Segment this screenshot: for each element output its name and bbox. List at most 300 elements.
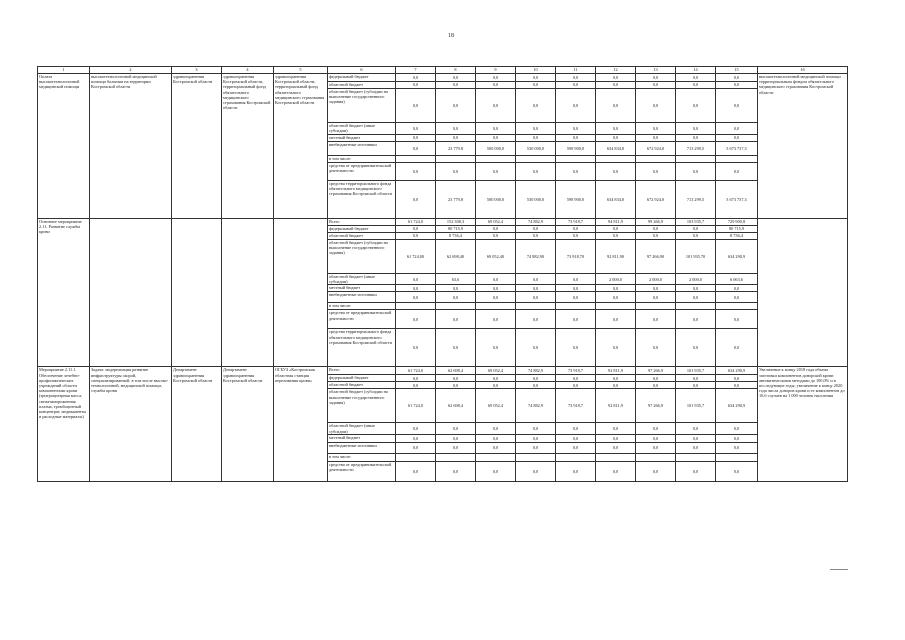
amount-cell: 0,0 xyxy=(436,329,476,367)
amount-cell: 23 779,8 xyxy=(436,142,476,156)
amount-cell: 0,0 xyxy=(516,82,556,89)
amount-cell: 0,0 xyxy=(676,123,716,135)
amount-cell: 0,0 xyxy=(436,382,476,389)
column-number-cell: 5 xyxy=(274,67,328,74)
amount-cell: 0,0 xyxy=(676,423,716,434)
amount-cell: 69 052,4 xyxy=(476,367,516,375)
section-result-cell: высокотехнологичной медицинской помощи территориальным фондом обязательного медицинского страхования Костромской области xyxy=(758,74,848,219)
amount-cell: 94 811,9 xyxy=(596,219,636,226)
amount-cell: 0,0 xyxy=(716,461,758,481)
amount-cell: 0,0 xyxy=(396,310,436,329)
amount-cell: 0,0 xyxy=(636,89,676,123)
amount-cell: 0,0 xyxy=(396,135,436,142)
section-result-cell: Увеличение к концу 2018 года объема заготовки компонентов донорской крови автоматическими методами до 100,0% и в последующие годы; увеличение к концу 2020 года числа доноров крови и ее компонентов до 10,6 случаев на 1 000 человек населения xyxy=(758,367,848,481)
table-row xyxy=(38,219,848,226)
amount-cell: 0,0 xyxy=(396,82,436,89)
amount-cell: 0,0 xyxy=(556,310,596,329)
amount-cell: 0,0 xyxy=(396,461,436,481)
amount-cell: 0,0 xyxy=(636,382,676,389)
amount-cell: 0,0 xyxy=(396,74,436,82)
amount-cell: 0,0 xyxy=(676,74,716,82)
amount-cell: 0,0 xyxy=(516,310,556,329)
scan-mark xyxy=(830,569,848,570)
amount-cell: 0,0 xyxy=(596,135,636,142)
section-c3-cell: Департамент здравоохранения Костромской области xyxy=(172,367,222,481)
amount-cell: 6 063,6 xyxy=(716,274,758,285)
amount-cell: 0,0 xyxy=(476,442,516,453)
amount-cell: 62 698,4 xyxy=(436,367,476,375)
amount-cell: 0,0 xyxy=(596,382,636,389)
column-number-cell: 6 xyxy=(328,67,396,74)
amount-cell: 0,0 xyxy=(516,423,556,434)
amount-cell: 0,0 xyxy=(596,82,636,89)
amount-cell: 0,0 xyxy=(676,461,716,481)
amount-cell: 729 900,8 xyxy=(716,219,758,226)
amount-cell: 500 000,0 xyxy=(476,142,516,156)
amount-cell: 63,6 xyxy=(436,274,476,285)
funding-source-label: областной бюджет (иные субсидии) xyxy=(328,274,396,285)
amount-cell: 0,0 xyxy=(596,74,636,82)
amount-cell: 73 918,7 xyxy=(556,367,596,375)
amount-cell: 0,0 xyxy=(396,434,436,442)
funding-source-label: областной бюджет xyxy=(328,82,396,89)
amount-cell: 0,0 xyxy=(396,382,436,389)
amount-cell xyxy=(436,156,476,163)
amount-cell: 672 924,0 xyxy=(636,181,676,219)
amount-cell: 0,0 xyxy=(436,285,476,292)
amount-cell: 61 724,00 xyxy=(396,240,436,274)
amount-cell: 0,0 xyxy=(476,123,516,135)
amount-cell: 0,0 xyxy=(476,434,516,442)
amount-cell: 73 918,7 xyxy=(556,389,596,423)
amount-cell: 0,0 xyxy=(436,461,476,481)
amount-cell: 0,0 xyxy=(396,123,436,135)
amount-cell: 0,0 xyxy=(676,434,716,442)
amount-cell xyxy=(636,453,676,461)
amount-cell: 0,0 xyxy=(636,461,676,481)
column-number-cell: 9 xyxy=(476,67,516,74)
amount-cell: 69 052,40 xyxy=(476,240,516,274)
amount-cell: 97 266,90 xyxy=(636,240,676,274)
amount-cell: 0,0 xyxy=(676,163,716,181)
amount-cell xyxy=(596,453,636,461)
amount-cell: 152 308,3 xyxy=(436,219,476,226)
amount-cell: 0,0 xyxy=(396,233,436,240)
amount-cell: 0,0 xyxy=(396,163,436,181)
amount-cell: 0,0 xyxy=(716,163,758,181)
amount-cell: 0,0 xyxy=(596,375,636,382)
amount-cell: 73 918,70 xyxy=(556,240,596,274)
amount-cell: 23 779,8 xyxy=(436,181,476,219)
amount-cell: 0,0 xyxy=(716,74,758,82)
amount-cell: 61 724,0 xyxy=(396,367,436,375)
amount-cell: 0,0 xyxy=(476,292,516,303)
amount-cell xyxy=(556,156,596,163)
amount-cell: 0,0 xyxy=(596,423,636,434)
amount-cell: 0,0 xyxy=(476,226,516,233)
funding-source-label: областной бюджет (субсидии на выполнение государственного задания) xyxy=(328,240,396,274)
amount-cell: 0,0 xyxy=(636,123,676,135)
amount-cell: 0,0 xyxy=(476,382,516,389)
amount-cell: 69 052,4 xyxy=(476,219,516,226)
amount-cell: 0,0 xyxy=(676,135,716,142)
amount-cell: 0,0 xyxy=(716,285,758,292)
amount-cell: 0,0 xyxy=(396,442,436,453)
amount-cell xyxy=(596,156,636,163)
amount-cell: 0,0 xyxy=(556,233,596,240)
amount-cell: 0,0 xyxy=(476,74,516,82)
funding-source-label: местный бюджет xyxy=(328,285,396,292)
funding-source-label: в том числе: xyxy=(328,303,396,310)
amount-cell: 0,0 xyxy=(636,310,676,329)
funding-source-label: федеральный бюджет xyxy=(328,74,396,82)
amount-cell xyxy=(716,156,758,163)
amount-cell: 0,0 xyxy=(676,375,716,382)
amount-cell: 0,0 xyxy=(556,442,596,453)
amount-cell: 0,0 xyxy=(636,135,676,142)
amount-cell: 713 299,5 xyxy=(676,142,716,156)
amount-cell: 0,0 xyxy=(556,382,596,389)
amount-cell: 0,0 xyxy=(436,292,476,303)
amount-cell: 101 935,7 xyxy=(676,367,716,375)
amount-cell: 0,0 xyxy=(476,285,516,292)
amount-cell: 0,0 xyxy=(556,329,596,367)
amount-cell: 62 698,4 xyxy=(436,389,476,423)
amount-cell: 0,0 xyxy=(716,89,758,123)
funding-source-label: областной бюджет xyxy=(328,233,396,240)
amount-cell: 0,0 xyxy=(516,163,556,181)
amount-cell: 0,0 xyxy=(676,226,716,233)
amount-cell: 0,0 xyxy=(436,442,476,453)
amount-cell: 0,0 xyxy=(596,329,636,367)
amount-cell xyxy=(516,156,556,163)
amount-cell: 0,0 xyxy=(436,82,476,89)
column-number-cell: 3 xyxy=(172,67,222,74)
amount-cell: 0,0 xyxy=(676,329,716,367)
funding-source-label: средства территориального фонда обязательного медицинского страхования Костромской области xyxy=(328,181,396,219)
amount-cell: 0,0 xyxy=(556,292,596,303)
funding-source-label: Всего xyxy=(328,219,396,226)
column-number-cell: 4 xyxy=(222,67,274,74)
amount-cell: 0,0 xyxy=(396,181,436,219)
funding-source-label: областной бюджет (иные субсидии) xyxy=(328,123,396,135)
amount-cell: 0,0 xyxy=(396,423,436,434)
amount-cell: 3 673 737,3 xyxy=(716,142,758,156)
amount-cell: 500 000,0 xyxy=(476,181,516,219)
amount-cell: 0,0 xyxy=(636,329,676,367)
budget-table xyxy=(37,66,848,482)
amount-cell: 0,0 xyxy=(716,310,758,329)
amount-cell: 0,0 xyxy=(396,89,436,123)
funding-source-label: средства от предпринимательской деятельности xyxy=(328,461,396,481)
amount-cell xyxy=(476,156,516,163)
amount-cell: 74 882,9 xyxy=(516,367,556,375)
amount-cell: 0,0 xyxy=(596,442,636,453)
amount-cell: 0,0 xyxy=(556,285,596,292)
amount-cell: 92 811,90 xyxy=(596,240,636,274)
column-number-cell: 7 xyxy=(396,67,436,74)
amount-cell: 8 736,4 xyxy=(716,233,758,240)
amount-cell: 0,0 xyxy=(476,274,516,285)
page-number: 18 xyxy=(448,33,454,39)
section-c2-cell: Задача: модернизация развитие инфраструктуры скорой, специализированной, в том числе высоко-технологичной, медицинской помощи, службы крови xyxy=(90,367,172,481)
amount-cell: 2 000,0 xyxy=(596,274,636,285)
amount-cell: 0,0 xyxy=(596,285,636,292)
amount-cell: 0,0 xyxy=(436,423,476,434)
funding-source-label: в том числе: xyxy=(328,453,396,461)
amount-cell: 0,0 xyxy=(436,89,476,123)
amount-cell: 0,0 xyxy=(436,375,476,382)
amount-cell: 0,0 xyxy=(436,434,476,442)
amount-cell: 74 882,90 xyxy=(516,240,556,274)
amount-cell xyxy=(396,156,436,163)
amount-cell: 0,0 xyxy=(396,329,436,367)
column-number-cell: 16 xyxy=(758,67,848,74)
amount-cell: 0,0 xyxy=(676,233,716,240)
amount-cell: 0,0 xyxy=(676,310,716,329)
amount-cell: 97 266,9 xyxy=(636,389,676,423)
amount-cell: 634 290,9 xyxy=(716,367,758,375)
amount-cell: 0,0 xyxy=(516,285,556,292)
amount-cell: 61 724,0 xyxy=(396,219,436,226)
section-c1-cell: Оплата высокотехнологичной медицинской помощи xyxy=(38,74,90,219)
amount-cell: 0,0 xyxy=(476,135,516,142)
amount-cell: 672 924,0 xyxy=(636,142,676,156)
column-number-cell: 12 xyxy=(596,67,636,74)
funding-source-label: средства от предпринимательской деятельности xyxy=(328,163,396,181)
section-c4-cell: здравоохранения Костромской области, территориальный фонд обязательного медицинского страхования Костромской области xyxy=(222,74,274,219)
funding-source-label: областной бюджет (субсидии на выполнение государственного задания) xyxy=(328,389,396,423)
amount-cell: 0,0 xyxy=(716,123,758,135)
amount-cell: 0,0 xyxy=(716,375,758,382)
amount-cell: 101 935,7 xyxy=(676,389,716,423)
amount-cell: 0,0 xyxy=(676,442,716,453)
amount-cell: 0,0 xyxy=(556,74,596,82)
amount-cell: 0,0 xyxy=(516,292,556,303)
amount-cell: 0,0 xyxy=(436,135,476,142)
column-number-cell: 8 xyxy=(436,67,476,74)
amount-cell: 0,0 xyxy=(396,285,436,292)
amount-cell: 0,0 xyxy=(596,434,636,442)
funding-source-label: Всего xyxy=(328,367,396,375)
amount-cell xyxy=(676,156,716,163)
amount-cell xyxy=(716,453,758,461)
amount-cell: 69 052,4 xyxy=(476,389,516,423)
amount-cell: 0,0 xyxy=(556,123,596,135)
amount-cell xyxy=(596,303,636,310)
amount-cell: 0,0 xyxy=(556,423,596,434)
funding-source-label: внебюджетные источники xyxy=(328,442,396,453)
amount-cell: 0,0 xyxy=(516,329,556,367)
amount-cell: 0,0 xyxy=(516,434,556,442)
amount-cell xyxy=(516,303,556,310)
amount-cell: 0,0 xyxy=(676,285,716,292)
amount-cell: 0,0 xyxy=(516,442,556,453)
amount-cell: 634 834,0 xyxy=(596,181,636,219)
amount-cell: 92 811,9 xyxy=(596,367,636,375)
amount-cell: 0,0 xyxy=(476,163,516,181)
table-row xyxy=(38,74,848,82)
amount-cell: 99 266,9 xyxy=(636,219,676,226)
column-number-cell: 10 xyxy=(516,67,556,74)
amount-cell: 0,0 xyxy=(676,292,716,303)
amount-cell: 0,0 xyxy=(516,382,556,389)
amount-cell: 0,0 xyxy=(556,163,596,181)
amount-cell: 0,0 xyxy=(516,375,556,382)
amount-cell xyxy=(516,453,556,461)
amount-cell xyxy=(476,453,516,461)
column-number-cell: 15 xyxy=(716,67,758,74)
amount-cell: 0,0 xyxy=(396,292,436,303)
amount-cell: 0,0 xyxy=(516,226,556,233)
column-number-cell: 14 xyxy=(676,67,716,74)
amount-cell: 0,0 xyxy=(636,226,676,233)
amount-cell: 0,0 xyxy=(476,423,516,434)
amount-cell: 61 724,0 xyxy=(396,389,436,423)
amount-cell: 0,0 xyxy=(516,89,556,123)
amount-cell: 530 000,0 xyxy=(516,181,556,219)
column-number-cell: 11 xyxy=(556,67,596,74)
amount-cell: 0,0 xyxy=(556,82,596,89)
amount-cell xyxy=(556,453,596,461)
amount-cell: 80 715,9 xyxy=(716,226,758,233)
amount-cell: 0,0 xyxy=(716,135,758,142)
amount-cell: 92 811,9 xyxy=(596,389,636,423)
amount-cell: 0,0 xyxy=(636,233,676,240)
table-row xyxy=(38,367,848,375)
column-number-cell: 13 xyxy=(636,67,676,74)
amount-cell: 0,0 xyxy=(716,382,758,389)
amount-cell xyxy=(396,303,436,310)
amount-cell: 0,0 xyxy=(596,233,636,240)
amount-cell: 0,0 xyxy=(556,274,596,285)
amount-cell: 0,0 xyxy=(396,142,436,156)
amount-cell: 634 290,9 xyxy=(716,389,758,423)
amount-cell xyxy=(556,303,596,310)
amount-cell: 0,0 xyxy=(516,233,556,240)
funding-source-label: местный бюджет xyxy=(328,135,396,142)
amount-cell: 0,0 xyxy=(636,442,676,453)
amount-cell: 598 900,0 xyxy=(556,142,596,156)
amount-cell: 0,0 xyxy=(676,82,716,89)
amount-cell: 8 736,4 xyxy=(436,233,476,240)
section-c5-cell: ОГБУЗ «Костромская областная станция переливания крови» xyxy=(274,367,328,481)
amount-cell xyxy=(636,303,676,310)
amount-cell: 0,0 xyxy=(556,226,596,233)
amount-cell xyxy=(636,156,676,163)
amount-cell: 101 935,70 xyxy=(676,240,716,274)
amount-cell: 0,0 xyxy=(516,74,556,82)
amount-cell: 2 000,0 xyxy=(676,274,716,285)
amount-cell: 103 935,7 xyxy=(676,219,716,226)
amount-cell: 0,0 xyxy=(636,74,676,82)
amount-cell: 0,0 xyxy=(596,310,636,329)
amount-cell: 0,0 xyxy=(716,82,758,89)
amount-cell: 0,0 xyxy=(596,123,636,135)
amount-cell: 0,0 xyxy=(556,434,596,442)
amount-cell: 0,0 xyxy=(436,74,476,82)
amount-cell: 0,0 xyxy=(396,226,436,233)
amount-cell xyxy=(476,303,516,310)
amount-cell: 0,0 xyxy=(436,163,476,181)
amount-cell xyxy=(676,303,716,310)
funding-source-label: внебюджетные источники xyxy=(328,142,396,156)
amount-cell: 0,0 xyxy=(636,82,676,89)
funding-source-label: областной бюджет (субсидии на выполнение государственного задания) xyxy=(328,89,396,123)
amount-cell: 0,0 xyxy=(636,423,676,434)
amount-cell: 0,0 xyxy=(556,461,596,481)
amount-cell: 0,0 xyxy=(636,375,676,382)
funding-source-label: внебюджетные источники xyxy=(328,292,396,303)
funding-source-label: областной бюджет xyxy=(328,382,396,389)
amount-cell: 0,0 xyxy=(596,89,636,123)
amount-cell: 0,0 xyxy=(636,163,676,181)
amount-cell: 0,0 xyxy=(556,135,596,142)
amount-cell: 0,0 xyxy=(676,89,716,123)
amount-cell: 0,0 xyxy=(476,375,516,382)
amount-cell: 0,0 xyxy=(516,123,556,135)
amount-cell: 0,0 xyxy=(516,135,556,142)
funding-source-label: в том числе: xyxy=(328,156,396,163)
amount-cell: 0,0 xyxy=(476,89,516,123)
column-number-row xyxy=(38,67,848,74)
amount-cell xyxy=(716,303,758,310)
amount-cell xyxy=(396,453,436,461)
funding-source-label: федеральный бюджет xyxy=(328,226,396,233)
column-number-cell: 1 xyxy=(38,67,90,74)
amount-cell: 634 290,9 xyxy=(716,240,758,274)
funding-source-label: местный бюджет xyxy=(328,434,396,442)
amount-cell: 74 882,9 xyxy=(516,389,556,423)
amount-cell: 0,0 xyxy=(716,442,758,453)
funding-source-label: средства от предпринимательской деятельности xyxy=(328,310,396,329)
amount-cell: 0,0 xyxy=(676,382,716,389)
amount-cell: 3 673 737,3 xyxy=(716,181,758,219)
amount-cell: 0,0 xyxy=(596,292,636,303)
amount-cell: 0,0 xyxy=(636,434,676,442)
amount-cell: 0,0 xyxy=(476,310,516,329)
amount-cell: 80 715,9 xyxy=(436,226,476,233)
amount-cell: 0,0 xyxy=(436,310,476,329)
amount-cell: 0,0 xyxy=(516,461,556,481)
amount-cell: 598 900,0 xyxy=(556,181,596,219)
amount-cell: 0,0 xyxy=(636,285,676,292)
section-c5-cell: здравоохранения Костромской области, территориальный фонд обязательного медицинского страхования Костромской области xyxy=(274,74,328,219)
section-c1-cell: Основное мероприятие 2.11. Развитие службы крови xyxy=(38,219,90,367)
section-c3-cell xyxy=(172,219,222,367)
amount-cell: 0,0 xyxy=(436,123,476,135)
amount-cell: 0,0 xyxy=(396,375,436,382)
amount-cell: 0,0 xyxy=(596,461,636,481)
amount-cell xyxy=(436,453,476,461)
amount-cell: 2 000,0 xyxy=(636,274,676,285)
amount-cell: 0,0 xyxy=(636,292,676,303)
amount-cell: 713 299,5 xyxy=(676,181,716,219)
funding-source-label: средства территориального фонда обязательного медицинского страхования Костромской области xyxy=(328,329,396,367)
amount-cell xyxy=(436,303,476,310)
amount-cell: 634 834,0 xyxy=(596,142,636,156)
amount-cell: 97 266,9 xyxy=(636,367,676,375)
funding-source-label: федеральный бюджет xyxy=(328,375,396,382)
section-c5-cell xyxy=(274,219,328,367)
column-number-cell: 2 xyxy=(90,67,172,74)
section-c1-cell: Мероприятие 2.11.1. Обеспечение лечебно-профилактических учреждений области компонентами крови (эритроцитарная масса, свежезамороженная плазма, тромбоцитный концентрат, медикаменты и расходные материалы) xyxy=(38,367,90,481)
section-c3-cell: здравоохранения Костромской области xyxy=(172,74,222,219)
amount-cell: 0,0 xyxy=(596,226,636,233)
amount-cell: 0,0 xyxy=(476,329,516,367)
amount-cell: 0,0 xyxy=(516,274,556,285)
section-result-cell xyxy=(758,219,848,367)
